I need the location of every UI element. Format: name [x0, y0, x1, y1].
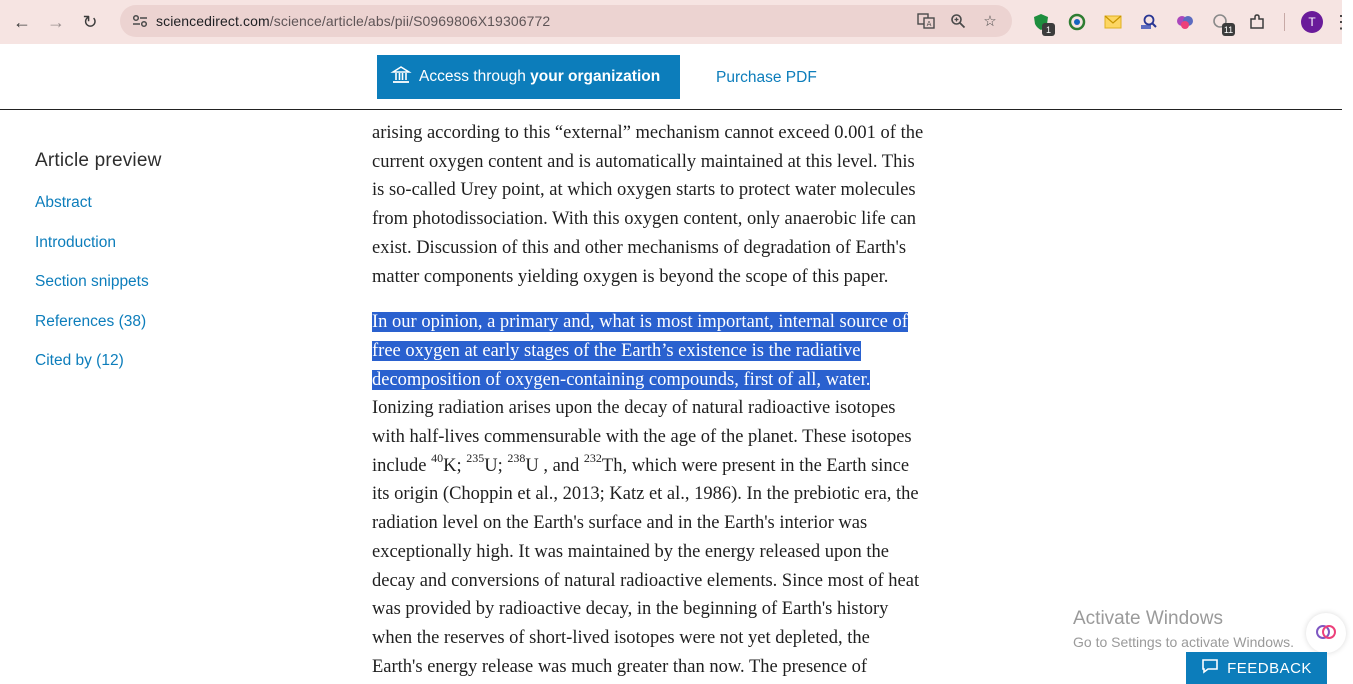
institution-icon [391, 65, 411, 90]
text-line: was provided by radioactive decay, in the beginning of Earth's history [372, 599, 889, 620]
text-line: from photodissociation. With this oxygen content, only anaerobic life can [372, 209, 917, 230]
brain-extension-icon[interactable] [1170, 7, 1200, 37]
selected-text[interactable]: decomposition of oxygen-containing compounds, first of all, water. [372, 369, 871, 390]
feedback-label: FEEDBACK [1227, 659, 1312, 677]
text-line: arising according to this “external” mechanism cannot exceed 0.001 of the [372, 123, 924, 143]
text-line: is so-called Urey point, at which oxygen starts to protect water molecules [372, 180, 916, 201]
text-line: when the reserves of short-lived isotopes were not yet depleted, the [372, 627, 870, 648]
toc-abstract-link[interactable]: Abstract [35, 194, 92, 211]
access-through-organization-button[interactable] [377, 55, 680, 99]
chat-icon [1201, 658, 1219, 678]
url-text[interactable]: sciencedirect.com/science/article/abs/pii/S0969806X19306772 [156, 13, 551, 29]
article-body [372, 119, 978, 681]
svg-text:A: A [926, 20, 932, 28]
text-line: exceptionally high. It was maintained by the energy released upon the [372, 541, 889, 562]
article-preview-sidebar [35, 150, 295, 392]
purchase-pdf-link[interactable]: Purchase PDF [716, 69, 817, 86]
grammar-extension-icon[interactable] [1062, 7, 1092, 37]
browser-toolbar [0, 0, 1350, 44]
tab-extension-icon[interactable] [1206, 7, 1236, 37]
reload-icon[interactable]: ↻ [82, 11, 98, 32]
search-extension-icon[interactable] [1134, 7, 1164, 37]
profile-avatar[interactable]: T [1301, 11, 1323, 33]
sidebar-title: Article preview [35, 150, 162, 171]
toc-references-link[interactable]: References (38) [35, 312, 147, 330]
toc-introduction-link[interactable]: Introduction [35, 233, 116, 251]
paragraph-radiation [372, 308, 978, 681]
extension-badge: 1 [1042, 23, 1055, 36]
access-bar [0, 44, 1342, 110]
bookmark-star-icon[interactable]: ☆ [983, 13, 997, 30]
extensions-bar [1026, 6, 1353, 38]
isotope-line: include $^{40}$K; $^{235}$U; $^{238}$U , and $^{232}$Th, which were present in the Earth since [372, 450, 910, 476]
selected-text[interactable]: free oxygen at early stages of the Earth’s existence is the radiative [372, 340, 861, 361]
selected-text[interactable]: In our opinion, a primary and, what is most important, internal source of [372, 312, 908, 333]
text-line: current oxygen content and is automatically maintained at this level. This [372, 151, 915, 172]
menu-icon[interactable]: ⋮ [1332, 11, 1350, 32]
text-line: Earth's energy release was much greater than now. The presence of [372, 656, 868, 677]
extension-badge: 11 [1223, 24, 1234, 35]
mail-extension-icon[interactable] [1098, 7, 1128, 37]
address-bar[interactable] [120, 5, 1012, 37]
access-button-label: Access through your organization [419, 68, 661, 85]
text-line: decay and conversions of natural radioactive elements. Since most of heat [372, 570, 920, 591]
text-line: its origin (Choppin et al., 2013; Katz et al., 1986). In the prebiotic era, the [372, 484, 919, 505]
text-line: Ionizing radiation arises upon the decay of natural radioactive isotopes [372, 398, 896, 419]
assistant-brain-icon[interactable] [1306, 613, 1346, 653]
toolbar-divider [1284, 13, 1285, 31]
paragraph-gap [372, 291, 978, 308]
toc-section-snippets-link[interactable]: Section snippets [35, 273, 149, 290]
site-settings-icon[interactable] [124, 14, 156, 28]
translate-icon[interactable] [912, 7, 940, 35]
zoom-icon[interactable] [944, 7, 972, 35]
shield-extension-icon[interactable] [1026, 7, 1056, 37]
puzzle-extensions-icon[interactable] [1242, 7, 1272, 37]
back-icon[interactable]: ← [13, 11, 31, 32]
text-line: with half-lives commensurable with the age of the planet. These isotopes [372, 427, 912, 448]
toc-cited-by-link[interactable]: Cited by (12) [35, 352, 124, 369]
forward-icon[interactable]: → [47, 11, 65, 32]
activate-windows-watermark: Activate Windows Go to Settings to activate Windows. [1073, 608, 1294, 650]
text-line: exist. Discussion of this and other mechanisms of degradation of Earth's [372, 237, 907, 258]
text-line: matter components yielding oxygen is beyond the scope of this paper. [372, 266, 889, 287]
feedback-button[interactable] [1186, 652, 1327, 684]
paragraph-urey-point [372, 119, 978, 291]
text-line: radiation level on the Earth's surface and in the Earth's interior was [372, 513, 868, 534]
